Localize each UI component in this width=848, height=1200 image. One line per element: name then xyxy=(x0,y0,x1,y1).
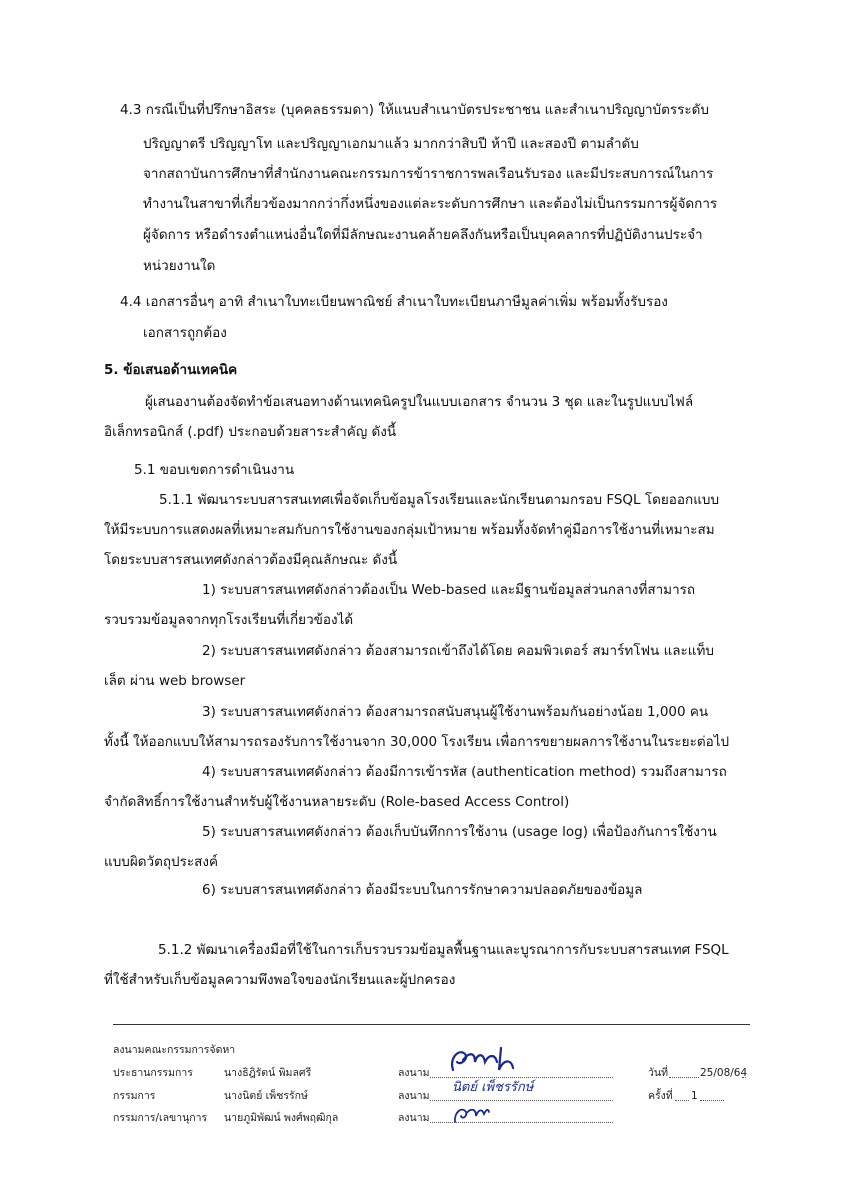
footer-date-label: วันที่ xyxy=(648,1067,668,1079)
sec5-intro-line-1: ผู้เสนองานต้องจัดทำข้อเสนอทางด้านเทคนิครูปในแบบเอกสาร จำนวน 3 ชุด และในรูปแบบไฟล์ xyxy=(145,394,694,410)
sec43-line-3: จากสถาบันการศึกษาที่สำนักงานคณะกรรมการข้าราชการพลเรือนรับรอง และมีประสบการณ์ในการ xyxy=(143,166,714,182)
item-5-line-1: 5) ระบบสารสนเทศดังกล่าว ต้องเก็บบันทึกการใช้งาน (usage log) เพื่อป้องกันการใช้งาน xyxy=(202,824,717,840)
footer-name-3: นายภูมิพัฒน์ พงศ์พฤฒิกุล xyxy=(224,1112,339,1124)
footer-round-label: ครั้งที่ xyxy=(648,1090,673,1102)
sec43-line-5: ผู้จัดการ หรือดำรงตำแหน่งอื่นใดที่มีลักษณะงานคล้ายคลึงกันหรือเป็นบุคคลากรที่ปฏิบัติงานประจำ xyxy=(143,227,703,243)
signature-1-icon xyxy=(445,1040,525,1080)
sec512-line-2: ที่ใช้สำหรับเก็บข้อมูลความพึงพอใจของนักเรียนและผู้ปกครอง xyxy=(104,972,456,988)
round-dots-left xyxy=(675,1100,689,1101)
item-2-line-1: 2) ระบบสารสนเทศดังกล่าว ต้องสามารถเข้าถึงได้โดย คอมพิวเตอร์ สมาร์ทโฟน และแท็บ xyxy=(202,643,714,659)
item-2-line-2: เล็ต ผ่าน web browser xyxy=(104,673,246,689)
footer-role-1: ประธานกรรมการ xyxy=(113,1067,193,1079)
signature-3-icon xyxy=(452,1102,492,1126)
section-5-heading: 5. ข้อเสนอด้านเทคนิค xyxy=(104,362,238,378)
sec511-line-1: 5.1.1 พัฒนาระบบสารสนเทศเพื่อจัดเก็บข้อมูลโรงเรียนและนักเรียนตามกรอบ FSQL โดยออกแบบ xyxy=(159,492,720,508)
item-4-line-1: 4) ระบบสารสนเทศดังกล่าว ต้องมีการเข้ารหัส (authentication method) รวมถึงสามารถ xyxy=(202,764,727,780)
sec5-intro-line-2: อิเล็กทรอนิกส์ (.pdf) ประกอบด้วยสาระสำคัญ ดังนี้ xyxy=(104,424,397,440)
footer-name-1: นางธิฎิรัตน์ พิมลศรี xyxy=(224,1067,312,1079)
item-6-line-1: 6) ระบบสารสนเทศดังกล่าว ต้องมีระบบในการรักษาความปลอดภัยของข้อมูล xyxy=(202,882,643,898)
sec43-line-1: 4.3 กรณีเป็นที่ปรึกษาอิสระ (บุคคลธรรมดา) ให้แนบสำเนาบัตรประชาชน และสำเนาปริญญาบัตรระดับ xyxy=(120,102,709,118)
sec511-line-2: ให้มีระบบการแสดงผลที่เหมาะสมกับการใช้งานของกลุ่มเป้าหมาย พร้อมทั้งจัดทำคู่มือการใช้งานที่เหมาะสม xyxy=(104,522,715,538)
date-dots-right xyxy=(742,1077,746,1078)
sec43-line-2: ปริญญาตรี ปริญญาโท และปริญญาเอกมาแล้ว มากกว่าสิบปี ห้าปี และสองปี ตามลำดับ xyxy=(143,136,639,152)
footer-name-2: นางนิตย์ เพ็ชรรักษ์ xyxy=(224,1090,308,1102)
sec511-line-3: โดยระบบสารสนเทศดังกล่าวต้องมีคุณลักษณะ ดังนี้ xyxy=(104,552,398,568)
footer-sign-label-2: ลงนาม xyxy=(398,1090,430,1102)
footer-sign-label-1: ลงนาม xyxy=(398,1067,430,1079)
item-3-line-1: 3) ระบบสารสนเทศดังกล่าว ต้องสามารถสนับสนุนผู้ใช้งานพร้อมกันอย่างน้อย 1,000 คน xyxy=(202,704,709,720)
footer-sign-label-3: ลงนาม xyxy=(398,1112,430,1124)
footer-rule xyxy=(113,1024,750,1025)
section-5-1-heading: 5.1 ขอบเขตการดำเนินงาน xyxy=(134,462,295,478)
sec44-line-1: 4.4 เอกสารอื่นๆ อาทิ สำเนาใบทะเบียนพาณิชย์ สำเนาใบทะเบียนภาษีมูลค่าเพิ่ม พร้อมทั้งรับรอง xyxy=(120,294,668,310)
sec44-line-2: เอกสารถูกต้อง xyxy=(143,325,227,341)
footer-role-3: กรรมการ/เลขานุการ xyxy=(113,1112,208,1124)
item-5-line-2: แบบผิดวัตถุประสงค์ xyxy=(104,854,218,870)
handwritten-name: นิตย์ เพ็ชรรักษ์ xyxy=(452,1080,534,1095)
sec512-line-1: 5.1.2 พัฒนาเครื่องมือที่ใช้ในการเก็บรวบรวมข้อมูลพื้นฐานและบูรณาการกับระบบสารสนเทศ FSQL xyxy=(158,942,729,958)
item-1-line-1: 1) ระบบสารสนเทศดังกล่าวต้องเป็น Web-based และมีฐานข้อมูลส่วนกลางที่สามารถ xyxy=(202,582,696,598)
round-dots-right xyxy=(700,1100,724,1101)
footer-role-2: กรรมการ xyxy=(113,1090,156,1102)
sec43-line-4: ทำงานในสาขาที่เกี่ยวข้องมากกว่ากึ่งหนึ่งของแต่ละระดับการศึกษา และต้องไม่เป็นกรรมการผู้จัดการ xyxy=(143,196,718,212)
footer-round-value: 1 xyxy=(691,1090,698,1102)
date-dots-left xyxy=(669,1077,699,1078)
item-4-line-2: จำกัดสิทธิ์การใช้งานสำหรับผู้ใช้งานหลายระดับ (Role-based Access Control) xyxy=(104,794,570,810)
sec43-line-6: หน่วยงานใด xyxy=(143,258,216,274)
footer-title: ลงนามคณะกรรมการจัดหา xyxy=(113,1044,236,1056)
item-1-line-2: รวบรวมข้อมูลจากทุกโรงเรียนที่เกี่ยวข้องได้ xyxy=(104,612,354,628)
footer-date-value: 25/08/64 xyxy=(700,1067,748,1079)
signature-line-2 xyxy=(430,1100,613,1101)
item-3-line-2: ทั้งนี้ ให้ออกแบบให้สามารถรองรับการใช้งานจาก 30,000 โรงเรียน เพื่อการขยายผลการใช้งานในระยะต่อไป xyxy=(104,734,730,750)
